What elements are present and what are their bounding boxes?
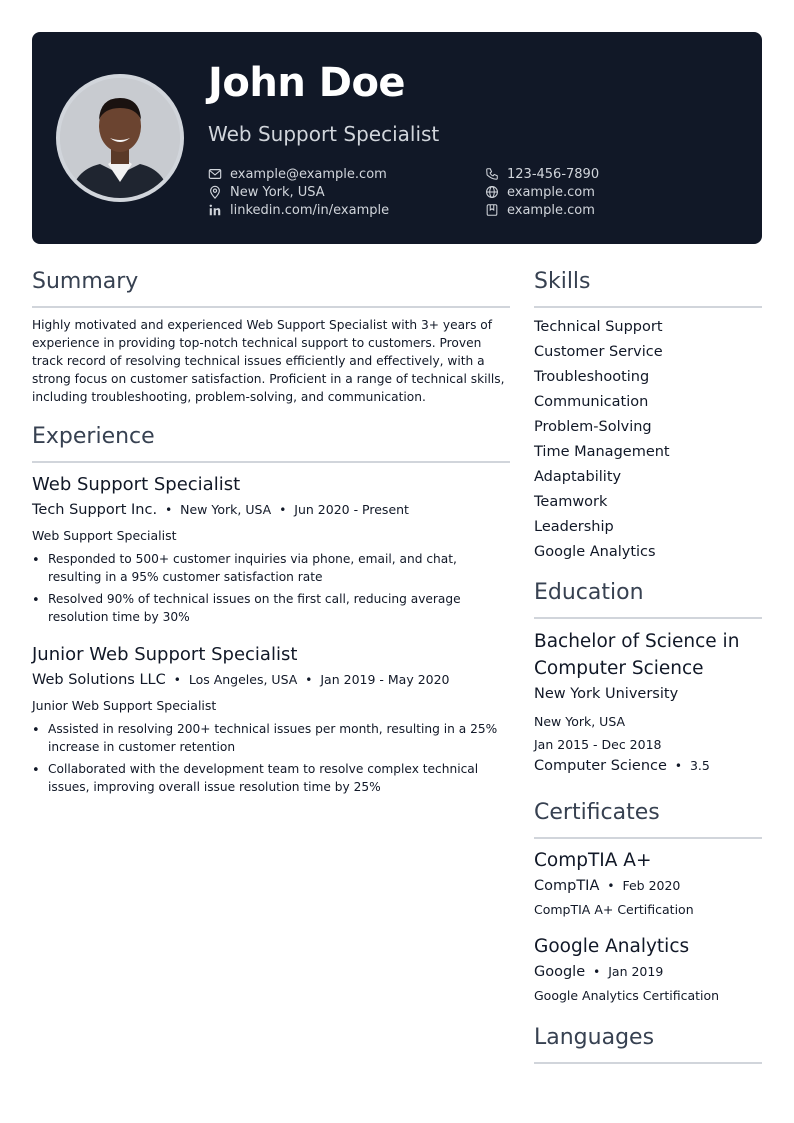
skill-item: Time Management bbox=[534, 444, 670, 460]
contact-location-text: New York, USA bbox=[230, 184, 325, 200]
languages-divider bbox=[534, 1062, 762, 1064]
certificate-name: Google Analytics bbox=[534, 936, 690, 957]
summary-heading: Summary bbox=[32, 269, 139, 294]
education-field: Computer Science bbox=[534, 758, 667, 774]
linkedin-icon bbox=[208, 203, 222, 217]
mail-icon bbox=[208, 167, 222, 181]
certificate-meta bbox=[534, 878, 762, 902]
certificate-item bbox=[534, 936, 762, 1003]
job-role: Junior Web Support Specialist bbox=[32, 698, 217, 713]
job-bullet: • Assisted in resolving 200+ technical issues per month, resulting in a 25% increase in customer retention bbox=[32, 720, 510, 756]
education-field-row bbox=[534, 758, 762, 774]
certificate-date: Feb 2020 bbox=[622, 878, 681, 893]
job-title: Junior Web Support Specialist bbox=[32, 644, 298, 665]
contact-email[interactable] bbox=[208, 165, 387, 183]
profile-photo-illustration bbox=[60, 78, 180, 198]
contact-phone[interactable] bbox=[485, 165, 599, 183]
skill-item: Teamwork bbox=[534, 494, 608, 510]
separator-dot: • bbox=[305, 673, 313, 687]
skill-item: Adaptability bbox=[534, 469, 622, 485]
languages-heading: Languages bbox=[534, 1025, 655, 1050]
job-bullet: • Collaborated with the development team to resolve complex technical issues, improving overall issue resolution time by 25% bbox=[32, 760, 510, 796]
education-dates: Jan 2015 - Dec 2018 bbox=[534, 737, 662, 752]
summary-text: Highly motivated and experienced Web Support Specialist with 3+ years of experience in providing top-notch technical support to customers. Proven track record of resolving technical issues efficiently and effectively, with a strong focus on customer satisfaction. Proficient in a range of technical skills, including troubleshooting, problem-solving, and communication. bbox=[32, 318, 505, 404]
skill-item: Troubleshooting bbox=[534, 369, 650, 385]
education-school: New York University bbox=[534, 686, 679, 702]
contact-linkedin[interactable] bbox=[208, 201, 389, 219]
map-pin-icon bbox=[208, 185, 222, 199]
phone-icon bbox=[485, 167, 499, 181]
separator-dot: • bbox=[165, 503, 173, 517]
contact-portfolio-text: example.com bbox=[507, 202, 595, 218]
experience-item bbox=[32, 644, 510, 800]
contact-linkedin-text: linkedin.com/in/example bbox=[230, 202, 390, 218]
skills-divider bbox=[534, 306, 762, 308]
contact-portfolio[interactable] bbox=[485, 201, 595, 219]
contact-website[interactable] bbox=[485, 183, 595, 201]
job-location: Los Angeles, USA bbox=[188, 672, 298, 687]
education-location: New York, USA bbox=[534, 714, 626, 729]
bookmark-icon bbox=[485, 203, 499, 217]
education-heading: Education bbox=[534, 580, 644, 605]
job-bullet: • Resolved 90% of technical issues on the first call, reducing average resolution time by 30% bbox=[32, 590, 510, 626]
certificate-item bbox=[534, 850, 762, 917]
certificate-name: CompTIA A+ bbox=[534, 850, 652, 871]
certificates-divider bbox=[534, 837, 762, 839]
candidate-name: John Doe bbox=[208, 60, 406, 106]
globe-icon bbox=[485, 185, 499, 199]
separator-dot: • bbox=[593, 965, 601, 979]
experience-divider bbox=[32, 461, 510, 463]
job-location: New York, USA bbox=[180, 502, 272, 517]
profile-photo bbox=[56, 74, 184, 202]
job-company: Web Solutions LLC bbox=[32, 672, 166, 688]
certificate-meta bbox=[534, 964, 762, 988]
certificate-issuer: Google bbox=[534, 964, 586, 980]
certificate-detail: Google Analytics Certification bbox=[534, 988, 720, 1003]
job-company: Tech Support Inc. bbox=[32, 502, 158, 518]
separator-dot: • bbox=[279, 503, 287, 517]
job-meta bbox=[32, 502, 510, 526]
certificate-issuer: CompTIA bbox=[534, 878, 600, 894]
skill-item: Technical Support bbox=[534, 319, 663, 335]
skill-item: Google Analytics bbox=[534, 544, 656, 560]
skill-item: Communication bbox=[534, 394, 649, 410]
job-role: Web Support Specialist bbox=[32, 528, 177, 543]
certificates-heading: Certificates bbox=[534, 800, 660, 825]
separator-dot: • bbox=[674, 759, 682, 773]
resume-header bbox=[32, 32, 762, 244]
separator-dot: • bbox=[607, 879, 615, 893]
certificate-detail: CompTIA A+ Certification bbox=[534, 902, 694, 917]
experience-heading: Experience bbox=[32, 424, 155, 449]
certificate-date: Jan 2019 bbox=[608, 964, 664, 979]
job-bullet: • Responded to 500+ customer inquiries via phone, email, and chat, resulting in a 95% customer satisfaction rate bbox=[32, 550, 510, 586]
skill-item: Problem-Solving bbox=[534, 419, 652, 435]
contact-email-text: example@example.com bbox=[230, 166, 387, 182]
education-divider bbox=[534, 617, 762, 619]
contact-phone-text: 123-456-7890 bbox=[507, 166, 600, 182]
skill-item: Leadership bbox=[534, 519, 614, 535]
education-degree: Bachelor of Science in Computer Science bbox=[534, 631, 740, 679]
education-item bbox=[534, 628, 762, 774]
skills-heading: Skills bbox=[534, 269, 591, 294]
contact-website-text: example.com bbox=[507, 184, 595, 200]
skills-list bbox=[534, 316, 762, 566]
job-bullets bbox=[32, 720, 510, 796]
experience-item bbox=[32, 474, 510, 630]
job-bullets bbox=[32, 550, 510, 626]
education-gpa: 3.5 bbox=[689, 758, 710, 773]
contact-location bbox=[208, 183, 325, 201]
job-dates: Jan 2019 - May 2020 bbox=[320, 672, 450, 687]
summary-divider bbox=[32, 306, 510, 308]
separator-dot: • bbox=[173, 673, 181, 687]
job-meta bbox=[32, 672, 510, 696]
candidate-title: Web Support Specialist bbox=[208, 122, 440, 146]
skill-item: Customer Service bbox=[534, 344, 663, 360]
job-title: Web Support Specialist bbox=[32, 474, 241, 495]
job-dates: Jun 2020 - Present bbox=[294, 502, 409, 517]
